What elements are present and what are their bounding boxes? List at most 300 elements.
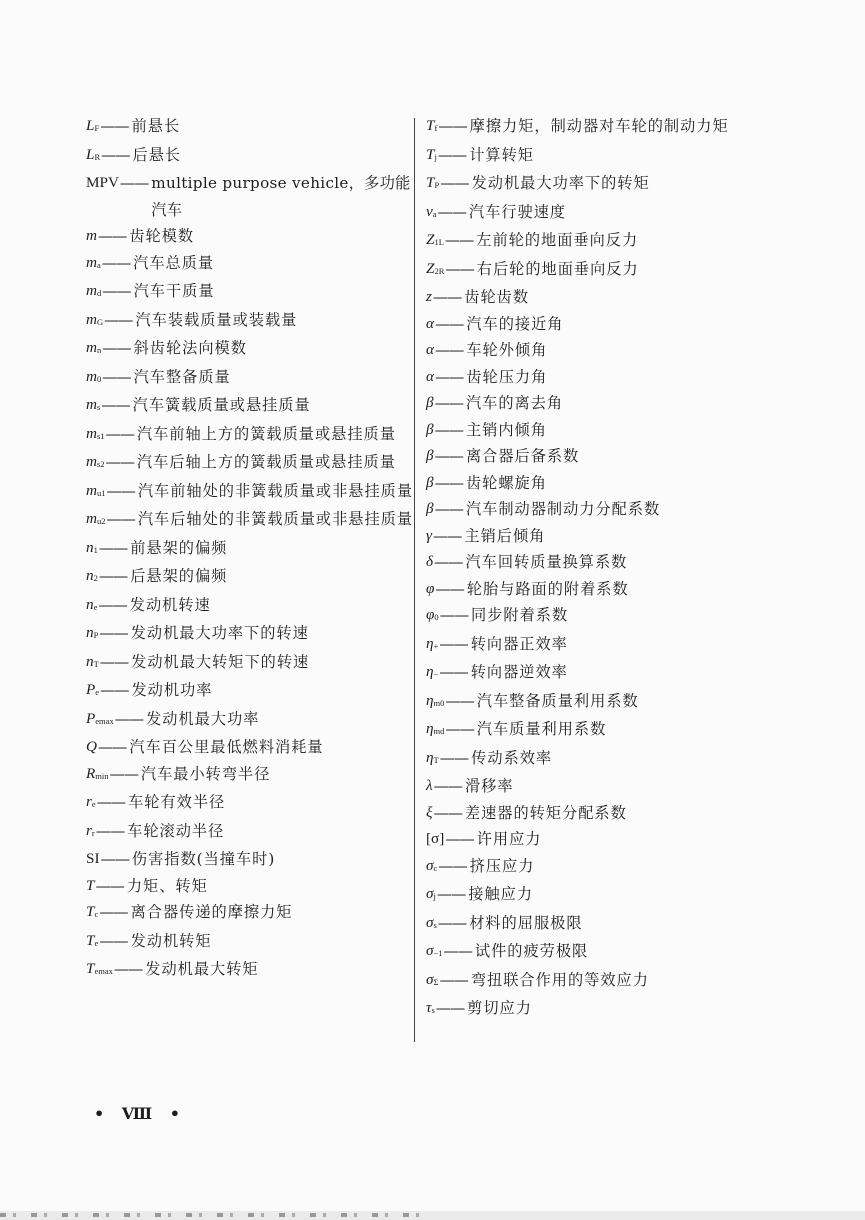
symbol-definition: 汽车百公里最低燃料消耗量 (129, 738, 324, 756)
symbol-definition: 许用应力 (476, 830, 542, 848)
symbol-entry (426, 364, 776, 391)
symbol-definition: 同步附着系数 (471, 606, 569, 624)
symbol-subscript: 0 (434, 612, 439, 622)
symbol-subscript: c (94, 909, 99, 919)
symbol-definition: 汽车最小转弯半径 (140, 764, 271, 783)
symbol-subscript: a (432, 208, 437, 219)
symbol: $m_0$ (86, 367, 102, 385)
em-dash: —— (438, 117, 467, 135)
symbol: δ (426, 553, 434, 570)
symbol-entry (426, 417, 776, 444)
symbol: $Z_{2R}$ (426, 259, 445, 277)
symbol-entry (86, 478, 416, 507)
symbol: MPV (86, 174, 119, 191)
symbol-subscript: P (434, 180, 440, 190)
em-dash: —— (106, 510, 135, 528)
symbol-definition: 离合器后备系数 (465, 447, 580, 465)
symbol-entry (86, 818, 416, 847)
symbol-entry (426, 496, 776, 523)
em-dash: —— (443, 942, 472, 960)
em-dash: —— (106, 481, 135, 500)
symbol-definition: multiple purpose vehicle，多功能汽车 (151, 174, 411, 219)
em-dash: —— (105, 453, 134, 471)
symbol: $m_{s1}$ (86, 424, 105, 442)
symbol-entry (426, 826, 776, 853)
symbol-entry (426, 938, 776, 967)
symbol: $T_j$ (426, 145, 437, 163)
symbol-subscript: 1L (434, 237, 444, 247)
em-dash: —— (433, 526, 462, 545)
symbol-subscript: e (95, 687, 100, 697)
symbol-definition: 转向器逆效率 (470, 663, 568, 681)
symbol: $n_2$ (86, 567, 98, 584)
symbol: m (86, 227, 97, 244)
symbol-definition: 差速器的转矩分配系数 (464, 803, 627, 822)
symbol-entry (86, 449, 416, 478)
symbol: α (426, 367, 434, 385)
symbol: $\eta_{md}$ (426, 720, 445, 737)
symbol-definition: 发动机转速 (129, 595, 211, 614)
symbol: λ (426, 777, 433, 794)
em-dash: —— (434, 394, 463, 412)
em-dash: —— (435, 579, 464, 598)
symbol-entry (426, 602, 776, 631)
symbol-subscript: G (96, 316, 104, 327)
symbol-subscript: u1 (96, 487, 106, 498)
symbol: φ (426, 579, 435, 597)
symbol-definition: 斜齿轮法向模数 (133, 339, 247, 357)
symbol-definition: 汽车的接近角 (466, 314, 564, 333)
symbol: z (426, 288, 432, 305)
symbol-entry (86, 649, 416, 678)
symbol-subscript: n (96, 345, 102, 355)
symbol: β (426, 420, 434, 438)
symbol-definition: 齿轮模数 (129, 227, 195, 245)
symbol-entry (86, 307, 416, 336)
em-dash: —— (437, 913, 467, 932)
symbol-definition: 汽车后轴上方的簧载质量或悬挂质量 (136, 453, 396, 471)
symbol-entry (86, 706, 416, 735)
symbol-definition: 后悬长 (132, 145, 182, 164)
symbol: $m_n$ (86, 339, 102, 356)
symbol-definition: 齿轮压力角 (466, 367, 548, 386)
em-dash: —— (119, 174, 149, 192)
symbol: ξ (426, 803, 433, 821)
symbol-entry (426, 284, 776, 311)
symbol-definition: 后悬架的偏频 (130, 567, 228, 585)
symbol: $n_e$ (86, 595, 98, 613)
symbol-definition: 发动机最大功率下的转矩 (471, 174, 650, 192)
symbol: SI (86, 850, 100, 867)
symbol: γ (426, 526, 432, 544)
symbol-definition: 主销后倾角 (464, 526, 546, 545)
em-dash: —— (434, 553, 463, 571)
symbol-subscript: e (93, 601, 98, 612)
symbol: $m_{s2}$ (86, 453, 105, 470)
em-dash: —— (97, 738, 127, 756)
symbol-subscript: T (433, 754, 439, 765)
symbol-entry (86, 873, 416, 900)
symbol-subscript: s (433, 919, 437, 930)
symbol-subscript: a (96, 259, 101, 270)
symbol-entry (426, 881, 776, 910)
symbol: $P_{emax}$ (86, 709, 114, 727)
em-dash: —— (102, 367, 131, 386)
symbol: $\eta_{m0}$ (426, 691, 445, 709)
symbol-definition: 主销内倾角 (465, 420, 547, 439)
em-dash: —— (434, 367, 464, 386)
column-divider (414, 118, 415, 1042)
symbol: $\sigma_j$ (426, 885, 436, 902)
em-dash: —— (434, 341, 464, 359)
symbol-definition: 右后轮的地面垂向反力 (476, 259, 639, 278)
symbol: α (426, 341, 434, 358)
symbol-definition: 发动机最大转矩下的转速 (131, 652, 310, 671)
symbol: $R_{min}$ (86, 764, 109, 782)
symbol: $m_d$ (86, 282, 102, 299)
em-dash: —— (109, 764, 138, 783)
em-dash: —— (433, 777, 462, 795)
symbol-list-right (426, 113, 776, 1024)
symbol-definition: 车轮有效半径 (128, 793, 226, 811)
symbol-entry (86, 592, 416, 621)
symbol: $T_{emax}$ (86, 960, 113, 977)
symbol-entry (426, 170, 776, 199)
symbol-entry (86, 223, 416, 250)
symbol-entry (86, 563, 416, 592)
symbol-subscript: emax (95, 715, 114, 726)
symbol: β (426, 473, 434, 491)
symbol-subscript: s2 (96, 459, 105, 469)
symbol-definition: 伤害指数(当撞车时) (131, 850, 276, 868)
symbol: T (86, 876, 95, 894)
symbol-definition: 转向器正效率 (470, 634, 568, 653)
symbol-entry (426, 995, 776, 1024)
em-dash: —— (439, 970, 468, 989)
symbol: $\tau_s$ (426, 999, 435, 1016)
symbol-entry (426, 443, 776, 470)
em-dash: —— (440, 174, 469, 192)
symbol-entry (426, 576, 776, 603)
symbol: Q (86, 738, 97, 755)
symbol-subscript: 1 (93, 544, 98, 555)
symbol-entry (426, 631, 776, 660)
em-dash: —— (438, 856, 467, 875)
symbol-entry (426, 337, 776, 364)
symbol-definition: 汽车前轴处的非簧载质量或非悬挂质量 (137, 481, 414, 500)
symbol-definition: 汽车回转质量换算系数 (465, 553, 628, 571)
symbol: $\sigma_\Sigma$ (426, 970, 439, 988)
symbol: $\varphi_0$ (426, 606, 439, 623)
symbol-definition: 前悬架的偏频 (130, 538, 228, 557)
symbol-entry (426, 659, 776, 688)
symbol-subscript: 0 (96, 373, 102, 384)
symbol: $T_P$ (426, 174, 440, 191)
symbol-entry (86, 956, 416, 985)
symbol-subscript: R (94, 151, 101, 162)
em-dash: —— (99, 652, 129, 671)
symbol-subscript: Σ (433, 976, 439, 987)
symbol-entry (426, 523, 776, 550)
symbol-definition: 试件的疲劳极限 (474, 942, 589, 960)
em-dash: —— (437, 202, 466, 221)
symbol-definition: 发动机功率 (131, 681, 213, 699)
symbol-subscript: + (433, 640, 439, 651)
symbol-entry (426, 853, 776, 882)
em-dash: —— (439, 606, 469, 624)
symbol: $m_a$ (86, 253, 101, 271)
symbol-definition: 发动机最大转矩 (145, 960, 259, 978)
symbol-definition: 汽车制动器制动力分配系数 (465, 500, 661, 518)
symbol: $\sigma_c$ (426, 856, 438, 874)
symbol-entry (426, 967, 776, 996)
symbol-entry (86, 506, 416, 535)
em-dash: —— (98, 595, 127, 614)
symbol-entry (86, 421, 416, 450)
symbol-list-left (86, 113, 416, 985)
em-dash: —— (97, 227, 127, 245)
symbol-definition: 汽车的离去角 (465, 394, 564, 412)
symbol-entry (86, 392, 416, 421)
symbol: $v_a$ (426, 202, 437, 220)
symbol-entry (86, 278, 416, 307)
em-dash: —— (101, 396, 130, 414)
symbol-definition: 汽车后轴处的非簧载质量或非悬挂质量 (137, 510, 414, 528)
symbol-subscript: emax (94, 966, 113, 976)
symbol-entry (426, 800, 776, 827)
em-dash: —— (98, 567, 128, 585)
em-dash: —— (114, 709, 144, 728)
em-dash: —— (100, 117, 129, 135)
symbol-subscript: e (94, 937, 99, 948)
symbol-entry (86, 789, 416, 818)
symbol-definition: 离合器传递的摩擦力矩 (130, 903, 293, 921)
symbol-subscript: md (433, 726, 445, 736)
symbol-definition: 发动机最大功率下的转速 (130, 624, 309, 642)
symbol-subscript: j (434, 151, 437, 162)
em-dash: —— (99, 903, 128, 921)
em-dash: —— (445, 259, 474, 278)
em-dash: —— (439, 663, 468, 681)
em-dash: —— (437, 145, 467, 164)
symbol-definition: 汽车质量利用系数 (476, 720, 607, 738)
symbol-entry (86, 846, 416, 873)
em-dash: —— (105, 424, 134, 443)
em-dash: —— (95, 821, 125, 840)
symbol: $Z_{1L}$ (426, 231, 444, 248)
symbol: $T_f$ (426, 117, 438, 134)
symbol-entry (86, 899, 416, 928)
em-dash: —— (96, 793, 126, 811)
em-dash: —— (95, 876, 124, 895)
symbol: $n_P$ (86, 624, 99, 641)
symbol: [σ] (426, 830, 445, 847)
symbol-subscript: − (433, 669, 439, 679)
symbol-entry (426, 549, 776, 576)
symbol: β (426, 394, 434, 411)
symbol-definition: 前悬长 (131, 117, 181, 135)
symbol-subscript: T (93, 658, 99, 669)
symbol-subscript: e (91, 799, 96, 809)
symbol: $m_{u2}$ (86, 510, 106, 527)
em-dash: —— (99, 931, 128, 950)
symbol: $r_e$ (86, 793, 96, 810)
em-dash: —— (445, 830, 474, 848)
symbol-definition: 齿轮齿数 (464, 288, 530, 306)
symbol-definition: 汽车干质量 (133, 282, 215, 300)
em-dash: —— (439, 748, 469, 767)
em-dash: —— (101, 145, 130, 164)
symbol-entry (86, 250, 416, 279)
em-dash: —— (444, 231, 474, 249)
symbol: $n_1$ (86, 538, 98, 556)
symbol-entry (426, 773, 776, 800)
symbol-definition: 轮胎与路面的附着系数 (466, 579, 629, 598)
scan-artifact (0, 1213, 420, 1217)
symbol-definition: 汽车前轴上方的簧载质量或悬挂质量 (136, 424, 396, 443)
symbol-definition: 齿轮螺旋角 (465, 473, 547, 492)
symbol-subscript: d (96, 288, 102, 298)
symbol-entry (426, 227, 776, 256)
symbol-subscript: c (433, 862, 438, 873)
em-dash: —— (102, 339, 131, 357)
symbol-definition: 发动机最大功率 (146, 709, 260, 728)
symbol-entry (426, 745, 776, 774)
symbol-subscript: min (95, 770, 109, 781)
symbol-subscript: j (433, 891, 436, 901)
symbol-definition: 汽车行驶速度 (468, 202, 567, 221)
symbol: $\eta_T$ (426, 748, 439, 766)
symbol: $n_T$ (86, 652, 99, 670)
symbol-subscript: s (96, 402, 101, 412)
symbol-entry (86, 620, 416, 649)
symbol-definition: 车轮滚动半径 (127, 821, 225, 840)
page-number: • Ⅷ • (94, 1104, 186, 1123)
symbol-definition: 左前轮的地面垂向反力 (476, 231, 639, 249)
em-dash: —— (432, 288, 462, 306)
symbol: $T_e$ (86, 931, 99, 949)
symbol-definition: 接触应力 (468, 885, 533, 903)
em-dash: —— (99, 624, 128, 642)
em-dash: —— (98, 538, 128, 557)
symbol-definition: 剪切应力 (467, 999, 532, 1017)
symbol: $\sigma_s$ (426, 913, 437, 931)
symbol-entry (426, 390, 776, 417)
symbol-subscript: m0 (433, 697, 445, 708)
em-dash: —— (434, 500, 463, 518)
symbol-entry (86, 335, 416, 364)
em-dash: —— (445, 691, 474, 710)
em-dash: —— (434, 420, 463, 439)
symbol-entry (86, 113, 416, 142)
symbol-definition: 弯扭联合作用的等效应力 (470, 970, 649, 989)
symbol-subscript: −1 (433, 948, 443, 958)
symbol: $r_r$ (86, 821, 95, 839)
symbol-definition: 汽车整备质量 (133, 367, 231, 386)
symbol-subscript: P (93, 630, 99, 640)
symbol-entry (86, 142, 416, 171)
symbol-subscript: f (434, 123, 438, 133)
em-dash: —— (434, 447, 463, 465)
symbol-entry (426, 142, 776, 171)
symbol: $m_s$ (86, 396, 101, 413)
symbol-subscript: s1 (96, 430, 105, 441)
symbol-definition: 材料的屈服极限 (469, 913, 583, 932)
symbol-entry (426, 910, 776, 939)
symbol: $P_e$ (86, 681, 100, 698)
symbol: α (426, 314, 434, 332)
symbol-definition: 汽车总质量 (133, 253, 215, 272)
symbol-definition: 计算转矩 (469, 145, 534, 164)
em-dash: —— (433, 803, 462, 822)
symbol-definition: 滑移率 (464, 777, 514, 795)
symbol-subscript: u2 (96, 516, 106, 526)
symbol: $L_R$ (86, 145, 101, 163)
symbol-entry (426, 688, 776, 717)
em-dash: —— (100, 681, 129, 699)
symbol-definition: 传动系效率 (471, 748, 553, 767)
em-dash: —— (435, 999, 465, 1017)
symbol-entry (86, 928, 416, 957)
symbol-definition: 汽车整备质量利用系数 (476, 691, 639, 710)
symbol: $m_G$ (86, 310, 104, 328)
symbol-definition: 挤压应力 (469, 856, 535, 875)
symbol-entry (86, 535, 416, 564)
symbol-definition: 汽车装载质量或装载量 (135, 310, 298, 329)
symbol-definition: 发动机转矩 (130, 931, 212, 950)
em-dash: —— (445, 720, 474, 738)
symbol-entry (86, 170, 416, 223)
em-dash: —— (100, 850, 129, 868)
symbol: $m_{u1}$ (86, 481, 106, 499)
symbol-subscript: r (91, 827, 95, 838)
em-dash: —— (101, 253, 131, 272)
symbol-definition: 车轮外倾角 (466, 341, 548, 359)
symbol-entry (426, 470, 776, 497)
symbol: β (426, 447, 434, 464)
symbol-subscript: s (431, 1005, 435, 1015)
symbol-entry (86, 364, 416, 393)
symbol-definition: 力矩、转矩 (126, 876, 208, 895)
symbol-subscript: 2R (434, 265, 445, 276)
symbol-subscript: 2 (93, 573, 98, 583)
symbol-subscript: F (94, 123, 100, 133)
symbol: $L_F$ (86, 117, 100, 134)
em-dash: —— (102, 282, 131, 300)
em-dash: —— (434, 314, 464, 333)
symbol-entry (426, 716, 776, 745)
symbol: $\eta_+$ (426, 634, 439, 652)
symbol-definition: 摩擦力矩，制动器对车轮的制动力矩 (469, 117, 729, 135)
em-dash: —— (434, 473, 463, 492)
em-dash: —— (113, 960, 143, 978)
symbol-entry (426, 199, 776, 228)
symbol-entry (426, 113, 776, 142)
symbol-definition: 汽车簧载质量或悬挂质量 (132, 396, 311, 414)
symbol-entry (86, 761, 416, 790)
symbol-entry (86, 677, 416, 706)
symbol: $\sigma_{-1}$ (426, 942, 443, 959)
symbol: β (426, 500, 434, 517)
em-dash: —— (436, 885, 466, 903)
em-dash: —— (104, 310, 133, 329)
symbol-entry (86, 734, 416, 761)
symbol-entry (426, 311, 776, 338)
symbol: $T_c$ (86, 903, 99, 920)
em-dash: —— (439, 634, 468, 653)
symbol-entry (426, 256, 776, 285)
symbol: $\eta_-$ (426, 663, 439, 680)
